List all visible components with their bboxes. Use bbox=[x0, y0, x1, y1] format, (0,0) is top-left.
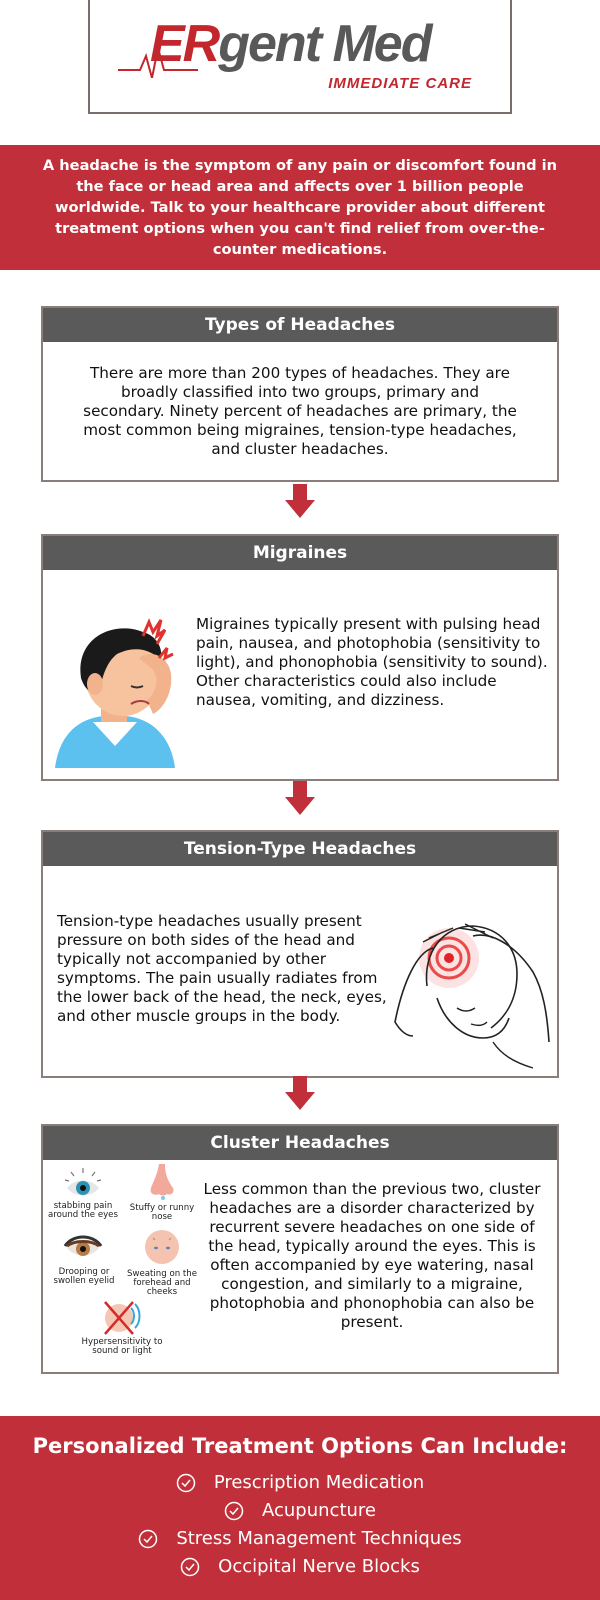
treatment-item bbox=[0, 1528, 600, 1549]
symptom-label: Stuffy or runny nose bbox=[129, 1203, 195, 1222]
migraines-card bbox=[41, 534, 559, 781]
symptom-label: Drooping or swollen eyelid bbox=[53, 1267, 115, 1286]
brand-name-part1: ER bbox=[150, 15, 219, 73]
migraines-body-container bbox=[43, 570, 557, 779]
check-circle-icon bbox=[138, 1529, 158, 1549]
tension-title: Tension-Type Headaches bbox=[43, 832, 557, 866]
nose-icon bbox=[147, 1162, 177, 1200]
symptom-label: stabbing pain around the eyes bbox=[48, 1201, 118, 1220]
treatment-banner bbox=[0, 1416, 600, 1600]
logo-box bbox=[88, 0, 512, 114]
treatment-item bbox=[0, 1472, 600, 1493]
types-card bbox=[41, 306, 559, 482]
eyelid-icon bbox=[63, 1232, 103, 1262]
cluster-card bbox=[41, 1124, 559, 1374]
symptom-label: Hypersensitivity to sound or light bbox=[81, 1337, 163, 1356]
brand-name-part2: gent Med bbox=[218, 15, 431, 73]
down-arrow-icon bbox=[285, 1076, 315, 1110]
types-body-container bbox=[43, 342, 557, 480]
head-pain-sketch-icon bbox=[393, 912, 553, 1070]
symptom-label: Sweating on the forehead and cheeks bbox=[127, 1269, 197, 1297]
brand-tagline: IMMEDIATE CARE bbox=[328, 75, 472, 92]
headache-person-icon bbox=[53, 618, 188, 768]
treatment-title: Personalized Treatment Options Can Include: bbox=[32, 1434, 568, 1458]
cluster-body: Less common than the previous two, cluster headaches are a disorder characterized by recurrent severe headaches on one side of the head, typically around the eyes. This is often accompanied by eye watering, nasal congestion, and similarly to a migraine, photophobia and phonophobia can also be present. bbox=[203, 1180, 541, 1331]
cluster-title: Cluster Headaches bbox=[43, 1126, 557, 1160]
tension-body-container bbox=[43, 866, 557, 1076]
treatment-item-label: Acupuncture bbox=[262, 1500, 376, 1521]
no-sound-icon bbox=[101, 1298, 143, 1336]
check-circle-icon bbox=[224, 1501, 244, 1521]
treatment-item-label: Stress Management Techniques bbox=[176, 1528, 462, 1549]
check-circle-icon bbox=[176, 1473, 196, 1493]
tension-card bbox=[41, 830, 559, 1078]
treatment-item bbox=[0, 1556, 600, 1577]
cluster-body-container bbox=[43, 1160, 557, 1372]
treatment-item-label: Occipital Nerve Blocks bbox=[218, 1556, 420, 1577]
eye-icon bbox=[63, 1166, 103, 1200]
migraines-body: Migraines typically present with pulsing head pain, nausea, and photophobia (sensitivity to light), and phonophobia (sensitivity to sound). Other characteristics could also include nausea, vomiting, and dizziness. bbox=[196, 615, 548, 709]
tension-body: Tension-type headaches usually present pressure on both sides of the head and typically not accompanied by other symptoms. The pain usually radiates from the lower back of the head, the neck, eyes, and other muscle groups in the body. bbox=[57, 912, 387, 1025]
migraines-title: Migraines bbox=[43, 536, 557, 570]
sweating-face-icon bbox=[143, 1228, 181, 1266]
brand-logo bbox=[150, 16, 480, 72]
intro-text: A headache is the symptom of any pain or discomfort found in the face or head area and affects over 1 billion people worldwide. Talk to your healthcare provider about different treatment options when you can't find relief from over-the-counter medications. bbox=[42, 157, 558, 258]
down-arrow-icon bbox=[285, 484, 315, 518]
intro-banner bbox=[0, 145, 600, 270]
types-body: There are more than 200 types of headaches. They are broadly classified into two groups, primary and secondary. Ninety percent of headaches are primary, the most common being migraines, tension-type headaches, and cluster headaches. bbox=[83, 363, 517, 458]
treatment-item-label: Prescription Medication bbox=[213, 1472, 425, 1493]
down-arrow-icon bbox=[285, 781, 315, 815]
check-circle-icon bbox=[180, 1557, 200, 1577]
types-title: Types of Headaches bbox=[43, 308, 557, 342]
treatment-item bbox=[0, 1500, 600, 1521]
